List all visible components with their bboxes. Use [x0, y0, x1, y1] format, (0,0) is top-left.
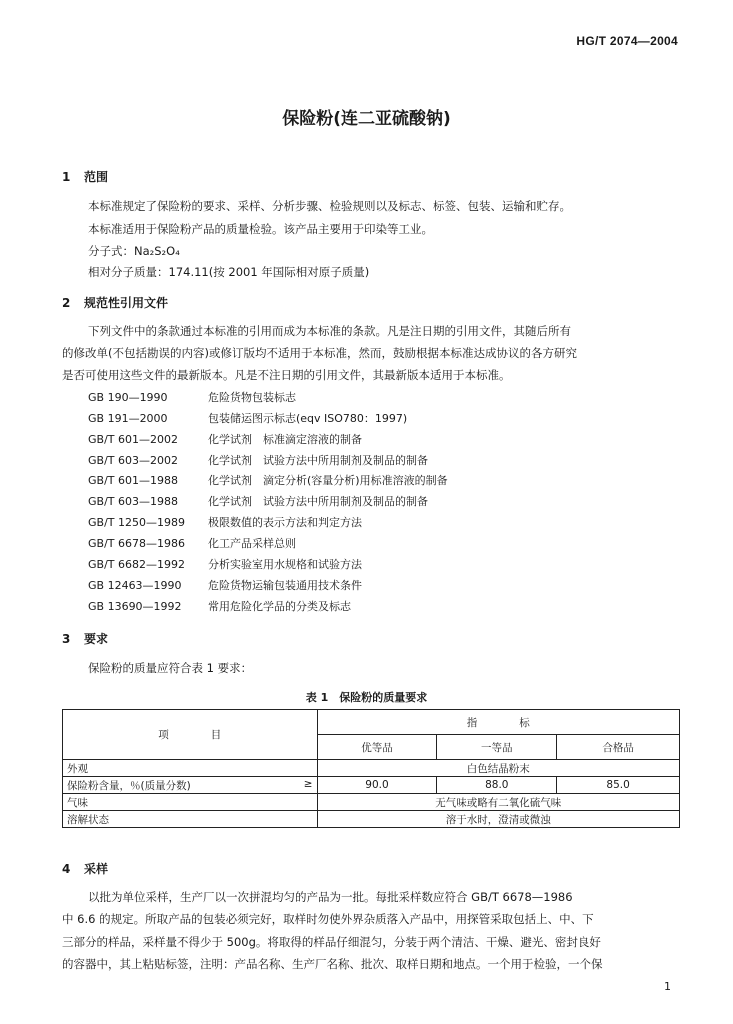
section-number: 3: [62, 632, 71, 646]
reference-item: [88, 514, 362, 530]
table-row: [63, 811, 680, 828]
row-item: 溶解状态: [63, 811, 318, 828]
molecular-weight: 相对分子质量：174.11(按 2001 年国际相对原子质量): [88, 265, 370, 279]
reference-code: GB 190—1990: [88, 391, 168, 404]
grade-header: 合格品: [557, 735, 680, 760]
reference-name: 包装储运图示标志(eqv ISO780：1997): [208, 412, 408, 425]
reference-item: [88, 452, 428, 468]
paragraph-line: 三部分的样品，采样量不得少于 500g。将取得的样品仔细混匀，分装于两个清洁、干燥、避光、密封良好: [62, 935, 601, 949]
paragraph-line: 保险粉的质量应符合表 1 要求：: [88, 661, 253, 675]
quality-requirements-table: [62, 709, 680, 828]
reference-name: 危险货物包装标志: [208, 391, 296, 404]
reference-name: 分析实验室用水规格和试验方法: [208, 558, 362, 571]
row-item: 气味: [63, 794, 318, 811]
table-caption: 表 1 保险粉的质量要求: [305, 691, 428, 704]
reference-name: 化学试剂 滴定分析(容量分析)用标准溶液的制备: [208, 474, 448, 487]
reference-code: GB 191—2000: [88, 412, 168, 425]
grade-header: 优等品: [317, 735, 437, 760]
reference-item: [88, 577, 362, 593]
section-3-heading: [62, 630, 108, 647]
section-number: 1: [62, 170, 71, 184]
reference-code: GB 13690—1992: [88, 600, 182, 613]
standard-code: HG/T 2074—2004: [576, 34, 678, 48]
row-value: 无气味或略有二氧化硫气味: [317, 794, 679, 811]
reference-name: 极限数值的表示方法和判定方法: [208, 516, 362, 529]
document-title: 保险粉(连二亚硫酸钠): [282, 109, 451, 129]
reference-item: [88, 410, 407, 426]
row-value: 90.0: [317, 777, 437, 794]
paragraph-line: 下列文件中的条款通过本标准的引用而成为本标准的条款。凡是注日期的引用文件，其随后所有: [88, 324, 571, 338]
paragraph-line: 本标准规定了保险粉的要求、采样、分析步骤、检验规则以及标志、标签、包装、运输和贮存。: [88, 199, 571, 213]
reference-item: [88, 556, 362, 572]
table-header-row: [63, 710, 680, 735]
indicator-header: 指 标: [317, 710, 679, 735]
reference-code: GB/T 6682—1992: [88, 558, 185, 571]
section-number: 2: [62, 296, 71, 310]
section-1-heading: [62, 168, 108, 185]
paragraph-line: 本标准适用于保险粉产品的质量检验。该产品主要用于印染等工业。: [88, 222, 433, 236]
row-value: 溶于水时，澄清或微浊: [317, 811, 679, 828]
section-title: 范围: [84, 170, 109, 184]
molecular-formula: 分子式：Na₂S₂O₄: [88, 244, 180, 258]
reference-code: GB 12463—1990: [88, 579, 182, 592]
section-title: 采样: [84, 862, 109, 876]
reference-item: [88, 389, 296, 405]
reference-name: 化学试剂 试验方法中所用制剂及制品的制备: [208, 495, 428, 508]
paragraph-line: 中 6.6 的规定。所取产品的包装必须完好，取样时勿使外界杂质落入产品中，用探管采取包括上、中、下: [62, 912, 594, 926]
paragraph-line: 是否可使用这些文件的最新版本。凡是不注日期的引用文件，其最新版本适用于本标准。: [62, 368, 511, 382]
reference-name: 危险货物运输包装通用技术条件: [208, 579, 362, 592]
reference-name: 常用危险化学品的分类及标志: [208, 600, 351, 613]
row-value: 85.0: [557, 777, 680, 794]
reference-code: GB/T 601—1988: [88, 474, 178, 487]
reference-name: 化工产品采样总则: [208, 537, 296, 550]
section-title: 要求: [84, 632, 109, 646]
reference-item: [88, 493, 428, 509]
item-header: 项 目: [63, 710, 318, 760]
reference-code: GB/T 601—2002: [88, 433, 178, 446]
reference-code: GB/T 6678—1986: [88, 537, 185, 550]
section-number: 4: [62, 862, 71, 876]
reference-code: GB/T 603—2002: [88, 454, 178, 467]
reference-item: [88, 598, 351, 614]
reference-item: [88, 472, 448, 488]
row-item-cell: [63, 777, 318, 794]
paragraph-line: 的修改单(不包括勘误的内容)或修订版均不适用于本标准，然而，鼓励根据本标准达成协议的各方研究: [62, 346, 577, 360]
section-4-heading: [62, 860, 108, 877]
row-item: 外观: [63, 760, 318, 777]
row-item: 保险粉含量，％(质量分数): [67, 779, 191, 792]
reference-name: 化学试剂 标准滴定溶液的制备: [208, 433, 362, 446]
comparison-sign: ≥: [303, 777, 313, 790]
paragraph-line: 以批为单位采样，生产厂以一次拼混均匀的产品为一批。每批采样数应符合 GB/T 6678—1986: [88, 890, 573, 904]
reference-code: GB/T 1250—1989: [88, 516, 185, 529]
reference-item: [88, 535, 296, 551]
table-row: [63, 777, 680, 794]
page-number: 1: [664, 980, 671, 993]
reference-item: [88, 431, 362, 447]
row-value: 白色结晶粉末: [317, 760, 679, 777]
section-2-heading: [62, 294, 168, 311]
reference-name: 化学试剂 试验方法中所用制剂及制品的制备: [208, 454, 428, 467]
paragraph-line: 的容器中，其上粘贴标签，注明：产品名称、生产厂名称、批次、取样日期和地点。一个用于检验，一个保: [62, 957, 603, 971]
table-row: [63, 794, 680, 811]
grade-header: 一等品: [437, 735, 557, 760]
row-value: 88.0: [437, 777, 557, 794]
table-row: [63, 760, 680, 777]
section-title: 规范性引用文件: [84, 296, 169, 310]
reference-code: GB/T 603—1988: [88, 495, 178, 508]
